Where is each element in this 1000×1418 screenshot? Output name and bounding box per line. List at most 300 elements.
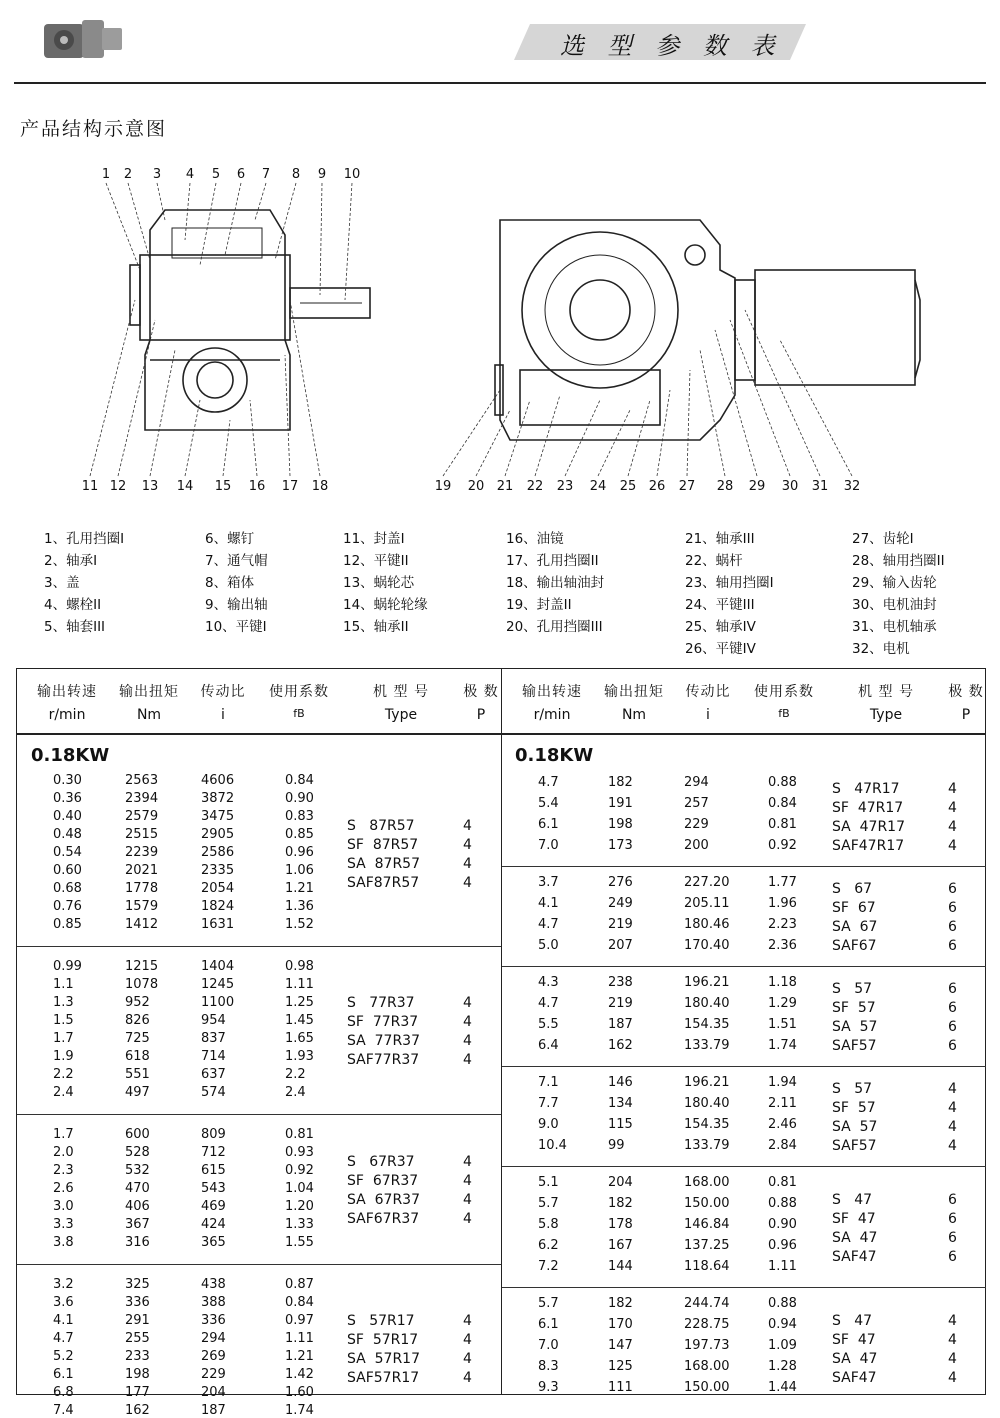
table-cell: 388 bbox=[201, 1295, 226, 1310]
table-cell: 1.55 bbox=[285, 1235, 314, 1250]
model-type: SAF57 bbox=[832, 1138, 877, 1154]
table-cell: 2.4 bbox=[285, 1085, 306, 1100]
group-separator bbox=[502, 1066, 986, 1067]
legend-col-1 bbox=[44, 528, 124, 638]
callout-label-13: 13 bbox=[141, 479, 159, 494]
pole-count: 4 bbox=[463, 856, 472, 872]
table-cell: 336 bbox=[125, 1295, 150, 1310]
legend-col-6 bbox=[852, 528, 945, 660]
table-cell: 367 bbox=[125, 1217, 150, 1232]
power-label-left: 0.18KW bbox=[31, 745, 110, 766]
legend-item: 1、孔用挡圈I bbox=[44, 531, 125, 547]
table-cell: 470 bbox=[125, 1181, 150, 1196]
callout-label-26: 26 bbox=[648, 479, 666, 494]
table-cell: 2.4 bbox=[53, 1085, 74, 1100]
table-cell: 1778 bbox=[125, 881, 159, 896]
table-cell: 229 bbox=[201, 1367, 226, 1382]
table-cell: 4.7 bbox=[538, 996, 559, 1011]
table-cell: 4.7 bbox=[538, 917, 559, 932]
callout-label-30: 30 bbox=[781, 479, 799, 494]
table-cell: 150.00 bbox=[684, 1196, 730, 1211]
table-cell: 712 bbox=[201, 1145, 226, 1160]
table-cell: 4.7 bbox=[53, 1331, 74, 1346]
column-unit: i bbox=[221, 707, 225, 723]
table-cell: 3.0 bbox=[53, 1199, 74, 1214]
table-cell: 837 bbox=[201, 1031, 226, 1046]
table-cell: 162 bbox=[125, 1403, 150, 1418]
table-cell: 1.1 bbox=[53, 977, 74, 992]
legend-item: 32、电机 bbox=[852, 641, 910, 657]
pole-count: 4 bbox=[948, 1350, 957, 1367]
table-cell: 365 bbox=[201, 1235, 226, 1250]
table-cell: 0.84 bbox=[285, 1295, 314, 1310]
column-header: 输出转速 bbox=[37, 684, 97, 700]
table-cell: 0.76 bbox=[53, 899, 82, 914]
callout-label-8: 8 bbox=[291, 167, 301, 182]
table-cell: 1.74 bbox=[768, 1038, 797, 1053]
table-cell: 2.6 bbox=[53, 1181, 74, 1196]
legend-item: 30、电机油封 bbox=[852, 597, 937, 613]
table-cell: 2515 bbox=[125, 827, 159, 842]
table-cell: 219 bbox=[608, 917, 633, 932]
group-separator bbox=[502, 1166, 986, 1167]
table-cell: 0.84 bbox=[768, 796, 797, 811]
table-cell: 5.8 bbox=[538, 1217, 559, 1232]
legend-col-3 bbox=[343, 528, 428, 638]
callout-label-22: 22 bbox=[526, 479, 544, 494]
table-cell: 3.7 bbox=[538, 875, 559, 890]
table-cell: 1215 bbox=[125, 959, 159, 974]
model-type: S 47 bbox=[832, 1191, 873, 1208]
table-cell: 2.2 bbox=[285, 1067, 306, 1082]
table-cell: 3.6 bbox=[53, 1295, 74, 1310]
table-cell: 7.7 bbox=[538, 1096, 559, 1111]
model-type: S 77R37 bbox=[347, 995, 415, 1011]
table-cell: 0.88 bbox=[768, 775, 797, 790]
model-type: SA 47 bbox=[832, 1229, 878, 1246]
legend-item: 11、封盖I bbox=[343, 531, 405, 547]
table-cell: 0.68 bbox=[53, 881, 82, 896]
table-cell: 3.2 bbox=[53, 1277, 74, 1292]
table-cell: 1.93 bbox=[285, 1049, 314, 1064]
table-cell: 219 bbox=[608, 996, 633, 1011]
table-cell: 2239 bbox=[125, 845, 159, 860]
legend-item: 27、齿轮I bbox=[852, 531, 914, 547]
column-unit: Type bbox=[869, 707, 903, 723]
column-header: 机 型 号 bbox=[858, 684, 914, 700]
table-cell: 1100 bbox=[201, 995, 235, 1010]
column-header: 输出扭矩 bbox=[604, 684, 664, 700]
callout-label-3: 3 bbox=[152, 167, 162, 182]
table-cell: 1.5 bbox=[53, 1013, 74, 1028]
legend-item: 13、蜗轮芯 bbox=[343, 575, 415, 591]
table-cell: 0.30 bbox=[53, 773, 82, 788]
table-cell: 1.06 bbox=[285, 863, 314, 878]
table-cell: 99 bbox=[608, 1138, 625, 1153]
table-cell: 1.11 bbox=[285, 977, 314, 992]
table-cell: 2021 bbox=[125, 863, 159, 878]
table-cell: 173 bbox=[608, 838, 633, 853]
table-cell: 954 bbox=[201, 1013, 226, 1028]
table-cell: 228.75 bbox=[684, 1317, 730, 1332]
table-cell: 6.4 bbox=[538, 1038, 559, 1053]
legend-item: 15、轴承II bbox=[343, 619, 409, 635]
table-cell: 2335 bbox=[201, 863, 235, 878]
table-cell: 118.64 bbox=[684, 1259, 730, 1274]
model-type: S 57 bbox=[832, 981, 873, 997]
table-cell: 0.92 bbox=[285, 1163, 314, 1178]
table-cell: 316 bbox=[125, 1235, 150, 1250]
pole-count: 6 bbox=[948, 1229, 957, 1246]
table-cell: 125 bbox=[608, 1359, 633, 1374]
table-cell: 227.20 bbox=[684, 875, 730, 890]
legend-item: 21、轴承III bbox=[685, 531, 755, 547]
callout-label-20: 20 bbox=[467, 479, 485, 494]
table-cell: 0.81 bbox=[285, 1127, 314, 1142]
callout-label-19: 19 bbox=[434, 479, 452, 494]
table-cell: 200 bbox=[684, 838, 709, 853]
pole-count: 6 bbox=[948, 1191, 957, 1208]
callout-label-7: 7 bbox=[261, 167, 271, 182]
model-type: SF 87R57 bbox=[347, 837, 419, 853]
model-type: SAF47 bbox=[832, 1369, 877, 1386]
pole-count: 6 bbox=[948, 1019, 957, 1035]
table-cell: 111 bbox=[608, 1380, 633, 1395]
table-cell: 187 bbox=[608, 1017, 633, 1032]
table-cell: 574 bbox=[201, 1085, 226, 1100]
table-cell: 182 bbox=[608, 775, 633, 790]
legend-item: 17、孔用挡圈II bbox=[506, 553, 599, 569]
model-type: SAF67 bbox=[832, 938, 877, 954]
table-cell: 269 bbox=[201, 1349, 226, 1364]
legend-item: 14、蜗轮轮缘 bbox=[343, 597, 428, 613]
table-cell: 1.21 bbox=[285, 881, 314, 896]
table-cell: 0.85 bbox=[285, 827, 314, 842]
table-cell: 0.98 bbox=[285, 959, 314, 974]
table-cell: 168.00 bbox=[684, 1359, 730, 1374]
callout-label-10: 10 bbox=[343, 167, 361, 182]
legend-item: 24、平键III bbox=[685, 597, 755, 613]
model-type: SA 57 bbox=[832, 1019, 878, 1035]
table-cell: 4606 bbox=[201, 773, 235, 788]
table-cell: 1.28 bbox=[768, 1359, 797, 1374]
table-cell: 618 bbox=[125, 1049, 150, 1064]
table-cell: 4.1 bbox=[53, 1313, 74, 1328]
table-cell: 600 bbox=[125, 1127, 150, 1142]
table-cell: 1.60 bbox=[285, 1385, 314, 1400]
model-type: SAF47 bbox=[832, 1248, 877, 1265]
table-cell: 1.94 bbox=[768, 1075, 797, 1090]
table-cell: 2.84 bbox=[768, 1138, 797, 1153]
callout-label-18: 18 bbox=[311, 479, 329, 494]
callout-label-16: 16 bbox=[248, 479, 266, 494]
table-cell: 725 bbox=[125, 1031, 150, 1046]
table-cell: 1.33 bbox=[285, 1217, 314, 1232]
table-cell: 4.1 bbox=[538, 896, 559, 911]
model-type: S 57 bbox=[832, 1081, 873, 1097]
pole-count: 4 bbox=[463, 875, 472, 891]
pole-count: 4 bbox=[948, 1331, 957, 1348]
gear-motor-logo-icon bbox=[42, 14, 124, 64]
table-cell: 276 bbox=[608, 875, 633, 890]
table-cell: 255 bbox=[125, 1331, 150, 1346]
table-cell: 1.96 bbox=[768, 896, 797, 911]
table-cell: 196.21 bbox=[684, 1075, 730, 1090]
model-type: S 67R37 bbox=[347, 1154, 415, 1170]
pole-count: 4 bbox=[463, 1370, 472, 1386]
column-header: 使用系数 bbox=[754, 684, 814, 700]
column-unit: fB bbox=[778, 707, 790, 720]
pole-count: 4 bbox=[463, 818, 472, 834]
column-header: 输出转速 bbox=[522, 684, 582, 700]
table-cell: 1.77 bbox=[768, 875, 797, 890]
pole-count: 4 bbox=[463, 837, 472, 853]
table-cell: 543 bbox=[201, 1181, 226, 1196]
column-unit: r/min bbox=[533, 707, 571, 723]
table-cell: 5.0 bbox=[538, 938, 559, 953]
table-cell: 10.4 bbox=[538, 1138, 567, 1153]
table-cell: 291 bbox=[125, 1313, 150, 1328]
model-type: SAF77R37 bbox=[347, 1052, 420, 1068]
legend-item: 6、螺钉 bbox=[205, 531, 255, 547]
callout-label-11: 11 bbox=[81, 479, 99, 494]
legend-item: 22、蜗杆 bbox=[685, 553, 743, 569]
table-cell: 1.04 bbox=[285, 1181, 314, 1196]
legend-item: 16、油镜 bbox=[506, 531, 564, 547]
table-cell: 187 bbox=[201, 1403, 226, 1418]
pole-count: 6 bbox=[948, 1248, 957, 1265]
table-cell: 191 bbox=[608, 796, 633, 811]
table-cell: 0.84 bbox=[285, 773, 314, 788]
table-cell: 0.90 bbox=[768, 1217, 797, 1232]
table-cell: 1.44 bbox=[768, 1380, 797, 1395]
legend-item: 9、输出轴 bbox=[205, 597, 268, 613]
column-header: 传动比 bbox=[685, 684, 731, 700]
pole-count: 4 bbox=[463, 995, 472, 1011]
column-unit: P bbox=[961, 707, 971, 723]
pole-count: 4 bbox=[463, 1313, 472, 1329]
pole-count: 6 bbox=[948, 1000, 957, 1016]
model-type: SAF67R37 bbox=[347, 1211, 420, 1227]
pole-count: 4 bbox=[463, 1211, 472, 1227]
pole-count: 4 bbox=[948, 1312, 957, 1329]
table-cell: 244.74 bbox=[684, 1296, 730, 1311]
column-header: 机 型 号 bbox=[373, 684, 429, 700]
model-type: SF 57 bbox=[832, 1000, 876, 1016]
table-cell: 0.54 bbox=[53, 845, 82, 860]
table-cell: 133.79 bbox=[684, 1038, 730, 1053]
table-cell: 146.84 bbox=[684, 1217, 730, 1232]
callout-label-25: 25 bbox=[619, 479, 637, 494]
table-cell: 1.7 bbox=[53, 1031, 74, 1046]
table-cell: 2.36 bbox=[768, 938, 797, 953]
callout-label-29: 29 bbox=[748, 479, 766, 494]
table-cell: 0.93 bbox=[285, 1145, 314, 1160]
callout-label-5: 5 bbox=[211, 167, 221, 182]
table-cell: 144 bbox=[608, 1259, 633, 1274]
pole-count: 6 bbox=[948, 981, 957, 997]
table-cell: 0.36 bbox=[53, 791, 82, 806]
legend-col-5 bbox=[685, 528, 774, 660]
table-cell: 5.2 bbox=[53, 1349, 74, 1364]
model-type: SF 67 bbox=[832, 900, 876, 916]
legend-item: 2、轴承I bbox=[44, 553, 98, 569]
table-cell: 0.83 bbox=[285, 809, 314, 824]
column-unit: i bbox=[706, 707, 710, 723]
callout-label-9: 9 bbox=[317, 167, 327, 182]
table-cell: 0.88 bbox=[768, 1196, 797, 1211]
model-type: SAF57R17 bbox=[347, 1370, 420, 1386]
table-cell: 182 bbox=[608, 1196, 633, 1211]
model-type: SA 57 bbox=[832, 1119, 878, 1135]
table-header-right bbox=[502, 669, 986, 735]
model-type: SF 77R37 bbox=[347, 1014, 419, 1030]
table-cell: 2586 bbox=[201, 845, 235, 860]
model-type: SA 67R37 bbox=[347, 1192, 420, 1208]
table-cell: 1.11 bbox=[285, 1331, 314, 1346]
table-cell: 177 bbox=[125, 1385, 150, 1400]
table-cell: 5.7 bbox=[538, 1296, 559, 1311]
legend-item: 8、箱体 bbox=[205, 575, 255, 591]
table-cell: 0.92 bbox=[768, 838, 797, 853]
pole-count: 4 bbox=[948, 1369, 957, 1386]
legend-item: 7、通气帽 bbox=[205, 553, 268, 569]
legend-item: 12、平键II bbox=[343, 553, 409, 569]
section-title: 产品结构示意图 bbox=[20, 118, 168, 140]
callout-label-6: 6 bbox=[236, 167, 246, 182]
pole-count: 4 bbox=[948, 838, 957, 854]
table-cell: 4.3 bbox=[538, 975, 559, 990]
model-type: SF 47 bbox=[832, 1210, 876, 1227]
model-type: S 47R17 bbox=[832, 781, 900, 797]
table-cell: 528 bbox=[125, 1145, 150, 1160]
column-header: 传动比 bbox=[200, 684, 246, 700]
table-cell: 2579 bbox=[125, 809, 159, 824]
pole-count: 4 bbox=[463, 1192, 472, 1208]
table-cell: 162 bbox=[608, 1038, 633, 1053]
table-cell: 2.2 bbox=[53, 1067, 74, 1082]
selection-table bbox=[16, 668, 986, 1418]
table-cell: 0.96 bbox=[768, 1238, 797, 1253]
legend-item: 10、平键I bbox=[205, 619, 267, 635]
pole-count: 6 bbox=[948, 938, 957, 954]
table-cell: 196.21 bbox=[684, 975, 730, 990]
table-cell: 1.36 bbox=[285, 899, 314, 914]
legend-item: 18、输出轴油封 bbox=[506, 575, 605, 591]
group-separator bbox=[502, 966, 986, 967]
table-cell: 205.11 bbox=[684, 896, 730, 911]
table-cell: 1824 bbox=[201, 899, 235, 914]
callout-label-17: 17 bbox=[281, 479, 299, 494]
table-cell: 0.48 bbox=[53, 827, 82, 842]
table-cell: 5.1 bbox=[538, 1175, 559, 1190]
table-cell: 952 bbox=[125, 995, 150, 1010]
callout-label-28: 28 bbox=[716, 479, 734, 494]
table-cell: 2.3 bbox=[53, 1163, 74, 1178]
table-cell: 134 bbox=[608, 1096, 633, 1111]
table-cell: 294 bbox=[201, 1331, 226, 1346]
model-type: S 87R57 bbox=[347, 818, 415, 834]
table-cell: 1.9 bbox=[53, 1049, 74, 1064]
legend-item: 23、轴用挡圈I bbox=[685, 575, 774, 591]
table-cell: 0.97 bbox=[285, 1313, 314, 1328]
column-unit: Nm bbox=[136, 707, 162, 723]
table-cell: 826 bbox=[125, 1013, 150, 1028]
table-cell: 1.21 bbox=[285, 1349, 314, 1364]
callout-label-21: 21 bbox=[496, 479, 514, 494]
table-cell: 2.11 bbox=[768, 1096, 797, 1111]
table-cell: 0.90 bbox=[285, 791, 314, 806]
pole-count: 4 bbox=[463, 1332, 472, 1348]
table-cell: 1.18 bbox=[768, 975, 797, 990]
table-cell: 2563 bbox=[125, 773, 159, 788]
table-cell: 2.23 bbox=[768, 917, 797, 932]
column-unit: fB bbox=[293, 707, 305, 720]
model-type: S 67 bbox=[832, 881, 873, 897]
model-type: SA 77R37 bbox=[347, 1033, 420, 1049]
table-cell: 170.40 bbox=[684, 938, 730, 953]
column-unit: r/min bbox=[48, 707, 86, 723]
table-cell: 182 bbox=[608, 1296, 633, 1311]
table-cell: 7.2 bbox=[538, 1259, 559, 1274]
table-cell: 9.0 bbox=[538, 1117, 559, 1132]
table-cell: 229 bbox=[684, 817, 709, 832]
model-type: SA 87R57 bbox=[347, 856, 420, 872]
table-cell: 5.7 bbox=[538, 1196, 559, 1211]
table-cell: 0.85 bbox=[53, 917, 82, 932]
model-type: SF 57 bbox=[832, 1100, 876, 1116]
table-cell: 233 bbox=[125, 1349, 150, 1364]
pole-count: 6 bbox=[948, 900, 957, 916]
table-cell: 4.7 bbox=[538, 775, 559, 790]
table-cell: 180.46 bbox=[684, 917, 730, 932]
table-cell: 7.4 bbox=[53, 1403, 74, 1418]
column-unit: P bbox=[476, 707, 486, 723]
column-unit: Nm bbox=[621, 707, 647, 723]
table-cell: 168.00 bbox=[684, 1175, 730, 1190]
pole-count: 4 bbox=[463, 1173, 472, 1189]
group-separator bbox=[17, 1114, 501, 1115]
callout-label-12: 12 bbox=[109, 479, 127, 494]
table-cell: 497 bbox=[125, 1085, 150, 1100]
callout-label-15: 15 bbox=[214, 479, 232, 494]
legend-item: 31、电机轴承 bbox=[852, 619, 937, 635]
legend-item: 28、轴用挡圈II bbox=[852, 553, 945, 569]
table-cell: 2.0 bbox=[53, 1145, 74, 1160]
pole-count: 6 bbox=[948, 919, 957, 935]
table-cell: 204 bbox=[201, 1385, 226, 1400]
table-cell: 2054 bbox=[201, 881, 235, 896]
callout-label-32: 32 bbox=[843, 479, 861, 494]
table-cell: 249 bbox=[608, 896, 633, 911]
table-cell: 257 bbox=[684, 796, 709, 811]
group-separator bbox=[502, 866, 986, 867]
table-cell: 1.52 bbox=[285, 917, 314, 932]
callout-label-27: 27 bbox=[678, 479, 696, 494]
legend-item: 25、轴承IV bbox=[685, 619, 756, 635]
legend-item: 19、封盖II bbox=[506, 597, 572, 613]
table-cell: 154.35 bbox=[684, 1117, 730, 1132]
table-cell: 207 bbox=[608, 938, 633, 953]
table-cell: 7.1 bbox=[538, 1075, 559, 1090]
table-cell: 238 bbox=[608, 975, 633, 990]
table-cell: 0.81 bbox=[768, 1175, 797, 1190]
table-cell: 1078 bbox=[125, 977, 159, 992]
table-cell: 146 bbox=[608, 1075, 633, 1090]
table-cell: 0.40 bbox=[53, 809, 82, 824]
callout-label-31: 31 bbox=[811, 479, 829, 494]
table-cell: 6.1 bbox=[538, 1317, 559, 1332]
